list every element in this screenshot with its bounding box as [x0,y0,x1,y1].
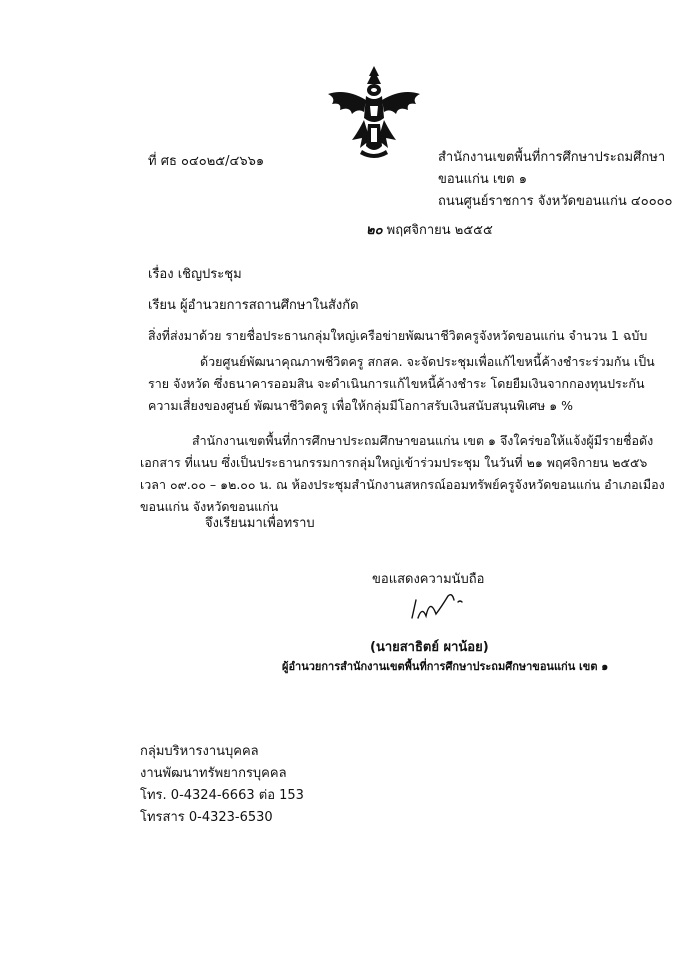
footer-department: กลุ่มบริหารงานบุคคล [140,744,259,759]
garuda-emblem-icon [322,62,426,162]
recipient-line: เรียน ผู้อำนวยการสถานศึกษาในสังกัด [148,298,359,313]
sender-line-2: ขอนแก่น เขต ๑ [438,172,528,187]
signer-name: (นายสาธิตย์ ผาน้อย) [370,640,489,655]
subject-line: เรื่อง เชิญประชุม [148,267,242,282]
date-day: ๒๐ [366,223,383,238]
letter-date [366,219,493,240]
signer-title: ผู้อำนวยการสำนักงานเขตพื้นที่การศึกษาประถมศึกษาขอนแก่น เขต ๑ [282,660,609,673]
signature-icon [408,588,468,628]
closing-request: จึงเรียนมาเพื่อทราบ [205,516,315,531]
sender-line-3: ถนนศูนย์ราชการ จังหวัดขอนแก่น ๔๐๐๐๐ [438,194,673,209]
footer-section: งานพัฒนาทรัพยากรบุคคล [140,766,287,781]
footer-phone: โทร. 0-4324-6663 ต่อ 153 [140,788,304,803]
paragraph-1: ด้วยศูนย์พัฒนาคุณภาพชีวิตครู สกสค. จะจัดประชุมเพื่อแก้ไขหนี้ค้างชำระร่วมกัน เป็นราย จังหวัด ซึ่งธนาคารออมสิน จะดำเนินการแก้ไขหนี้ค้างชำระ โดยยืมเงินจากกองทุนประกันความเสี่ยงของศูนย์ พัฒนาชีวิตครู เพื่อให้กลุ่มมีโอกาสรับเงินสนับสนุนพิเศษ ๑ % [148,354,655,413]
footer-fax: โทรสาร 0-4323-6530 [140,810,273,825]
salutation: ขอแสดงความนับถือ [372,572,485,587]
date-month-year: พฤศจิกายน ๒๕๕๕ [386,223,493,238]
sender-line-1: สำนักงานเขตพื้นที่การศึกษาประถมศึกษา [438,150,666,165]
attachment-line: สิ่งที่ส่งมาด้วย รายชื่อประธานกลุ่มใหญ่เครือข่ายพัฒนาชีวิตครูจังหวัดขอนแก่น จำนวน 1 ฉบับ [148,328,648,343]
paragraph-2: สำนักงานเขตพื้นที่การศึกษาประถมศึกษาขอนแก่น เขต ๑ จึงใคร่ขอให้แจ้งผู้มีรายชื่อดังเอกสาร ที่แนบ ซึ่งเป็นประธานกรรมการกลุ่มใหญ่เข้าร่วมประชุม ในวันที่ ๒๑ พฤศจิกายน ๒๕๕๖ เวลา ๐๙.๐๐ – ๑๒.๐๐ น. ณ ห้องประชุมสำนักงานสหกรณ์ออมทรัพย์ครูจังหวัดขอนแก่น อำเภอเมืองขอนแก่น จังหวัดขอนแก่น [140,433,665,514]
reference-number: ที่ ศธ ๐๔๐๒๕/๔๖๖๑ [148,154,265,169]
